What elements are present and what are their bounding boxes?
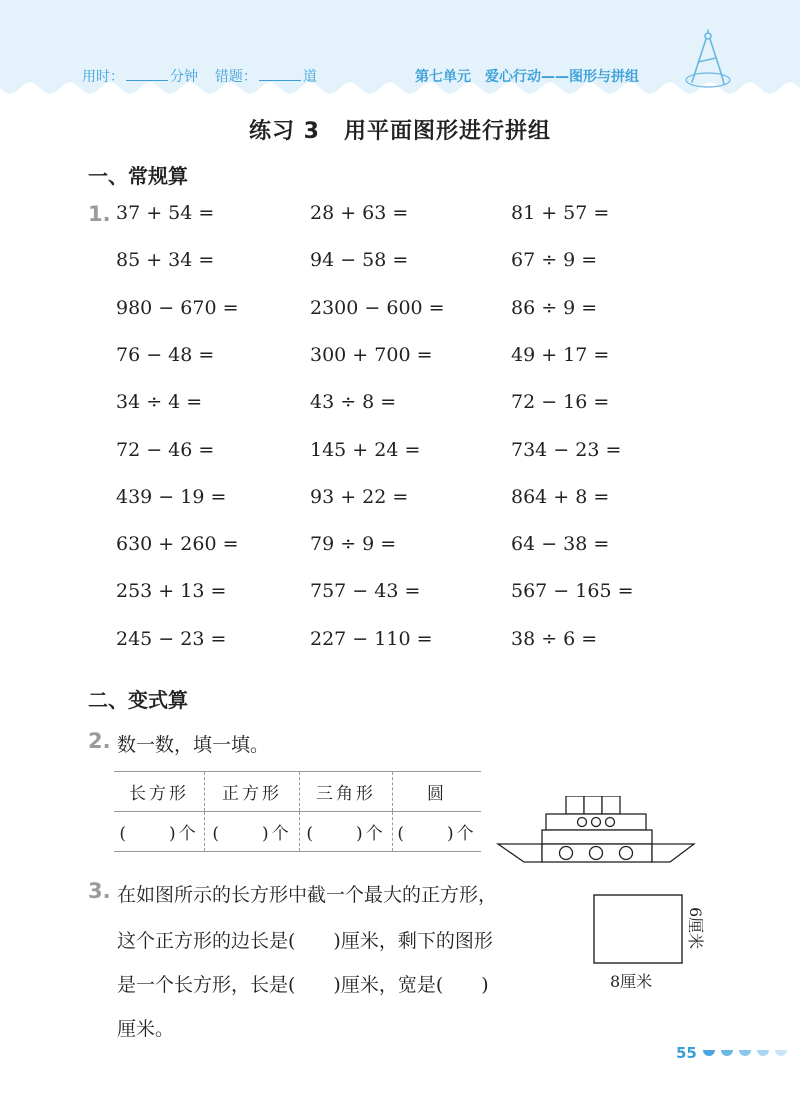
decor-cup-5: [775, 1050, 787, 1056]
header-rectangle: 长方形: [114, 772, 205, 812]
page-header: [0, 0, 800, 100]
answer-square-count[interactable]: ( )个: [205, 812, 300, 852]
ship-porthole-3: [606, 818, 615, 827]
title-prefix: 练习 3: [249, 119, 320, 144]
ship-porthole-1: [578, 818, 587, 827]
section-2-heading: 二、变式算: [88, 688, 188, 712]
equation-r9-c3: 567 − 165 =: [511, 580, 634, 602]
rectangle-figure: [590, 893, 720, 993]
equation-r3-c2: 2300 − 600 =: [310, 297, 445, 319]
decor-cup-1: [703, 1050, 715, 1056]
equation-r2-c2: 94 − 58 =: [310, 249, 409, 271]
header-triangle: 三角形: [300, 772, 393, 812]
shape-count-table: [114, 771, 481, 852]
unit-heading: [415, 66, 639, 86]
section-1-heading: 一、常规算: [88, 164, 188, 188]
equation-r1-c1: 37 + 54 =: [116, 202, 215, 224]
time-label: 用时：: [82, 69, 124, 85]
equation-r4-c1: 76 − 48 =: [116, 344, 215, 366]
equation-r4-c3: 49 + 17 =: [511, 344, 610, 366]
equation-r7-c3: 864 + 8 =: [511, 486, 610, 508]
unit-label: 第七单元: [415, 69, 471, 85]
shape-table-header-row: [114, 772, 481, 812]
question-3-line-4: 厘米。: [117, 1018, 175, 1040]
equation-r4-c2: 300 + 700 =: [310, 344, 433, 366]
equation-r9-c1: 253 + 13 =: [116, 580, 227, 602]
shape-table-answer-row: [114, 812, 481, 852]
question-1-number: 1.: [88, 202, 111, 226]
equation-r3-c3: 86 ÷ 9 =: [511, 297, 598, 319]
decor-cup-4: [757, 1050, 769, 1056]
time-errors-record: [82, 66, 317, 86]
equation-r8-c1: 630 + 260 =: [116, 533, 239, 555]
question-3-line-3: 是一个长方形，长是( )厘米，宽是( ): [117, 974, 489, 996]
page-number: 55: [676, 1044, 697, 1062]
question-3-line-1: 在如图所示的长方形中截一个最大的正方形，: [117, 884, 498, 906]
question-3-number: 3.: [88, 879, 111, 903]
equation-r6-c3: 734 − 23 =: [511, 439, 622, 461]
equation-r3-c1: 980 − 670 =: [116, 297, 239, 319]
page-title: [0, 114, 800, 145]
time-unit: 分钟: [170, 69, 198, 85]
time-blank: [126, 66, 168, 81]
ship-square-3: [602, 796, 620, 814]
equation-r6-c2: 145 + 24 =: [310, 439, 421, 461]
decor-cup-2: [721, 1050, 733, 1056]
rect-height-label: 6厘米: [686, 907, 705, 950]
equation-r9-c2: 757 − 43 =: [310, 580, 421, 602]
equation-r7-c2: 93 + 22 =: [310, 486, 409, 508]
equation-r5-c1: 34 ÷ 4 =: [116, 391, 203, 413]
rect-width-label: 8厘米: [610, 972, 653, 991]
header-square: 正方形: [205, 772, 300, 812]
ship-deck-rect: [542, 830, 652, 844]
ship-square-2: [584, 796, 602, 814]
page-decoration-dots: [700, 1048, 792, 1062]
equation-r10-c2: 227 − 110 =: [310, 628, 433, 650]
equation-r6-c1: 72 − 46 =: [116, 439, 215, 461]
decor-cup-3: [739, 1050, 751, 1056]
ship-bow-triangle: [498, 844, 542, 862]
answer-rectangle-count[interactable]: ( )个: [114, 812, 205, 852]
answer-circle-count[interactable]: ( )个: [393, 812, 482, 852]
equation-r8-c3: 64 − 38 =: [511, 533, 610, 555]
ship-stern-triangle: [652, 844, 694, 862]
answer-triangle-count[interactable]: ( )个: [300, 812, 393, 852]
equation-r5-c3: 72 − 16 =: [511, 391, 610, 413]
question-2-number: 2.: [88, 729, 111, 753]
errors-unit: 道: [302, 69, 317, 85]
equation-r1-c2: 28 + 63 =: [310, 202, 409, 224]
equation-r2-c1: 85 + 34 =: [116, 249, 215, 271]
ship-hull-circle-2: [590, 847, 603, 860]
errors-label: 错题：: [214, 69, 257, 85]
ship-porthole-2: [592, 818, 601, 827]
equation-r5-c2: 43 ÷ 8 =: [310, 391, 397, 413]
equation-r8-c2: 79 ÷ 9 =: [310, 533, 397, 555]
equation-r10-c1: 245 − 23 =: [116, 628, 227, 650]
figure-rectangle: [594, 895, 682, 963]
equation-r1-c3: 81 + 57 =: [511, 202, 610, 224]
header-circle: 圆: [393, 772, 482, 812]
equation-r7-c1: 439 − 19 =: [116, 486, 227, 508]
ship-square-1: [566, 796, 584, 814]
compass-icon: [678, 26, 738, 96]
question-2-text: 数一数，填一填。: [117, 734, 270, 756]
ship-figure: [494, 796, 698, 866]
errors-blank: [259, 66, 301, 81]
ship-hull-circle-3: [620, 847, 633, 860]
unit-title: 爱心行动——图形与拼组: [485, 69, 639, 85]
question-3-line-2: 这个正方形的边长是( )厘米，剩下的图形: [117, 930, 493, 952]
title-text: 用平面图形进行拼组: [343, 119, 551, 144]
ship-hull-circle-1: [560, 847, 573, 860]
equation-r10-c3: 38 ÷ 6 =: [511, 628, 598, 650]
equation-r2-c3: 67 ÷ 9 =: [511, 249, 598, 271]
